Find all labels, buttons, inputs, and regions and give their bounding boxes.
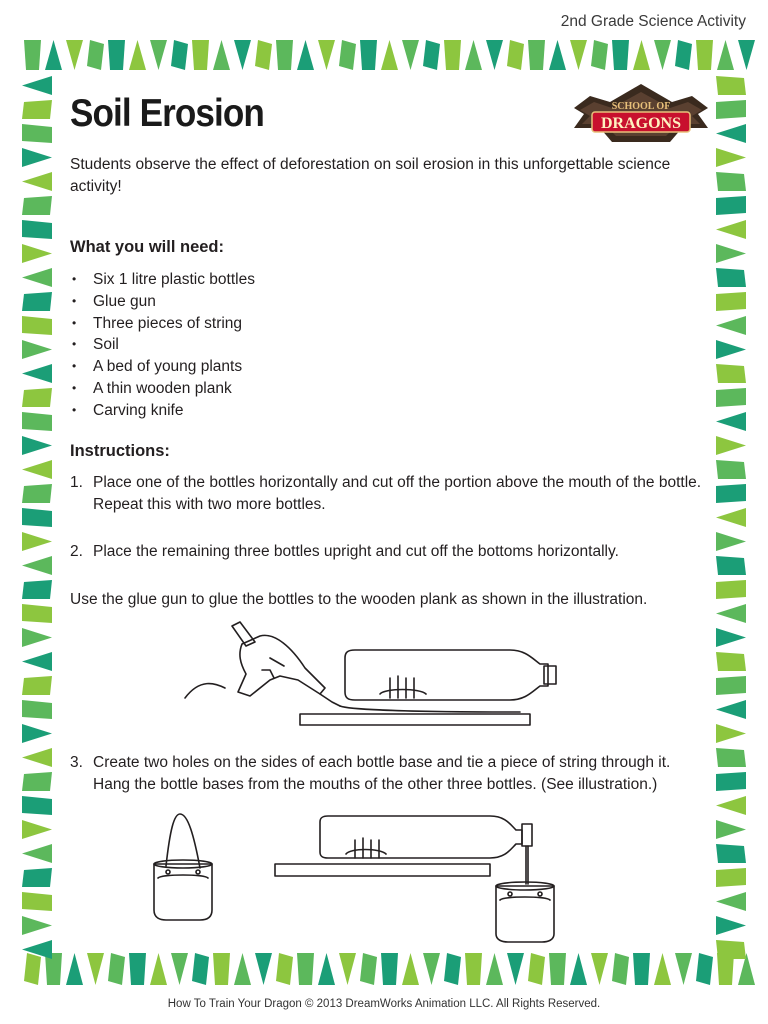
leaf-shape xyxy=(549,953,566,985)
leaf-shape xyxy=(381,953,398,985)
wooden-plank xyxy=(275,864,490,876)
leaf-shape xyxy=(716,220,746,239)
leaf-shape xyxy=(297,40,314,70)
leaf-shape xyxy=(716,700,746,719)
leaf-shape xyxy=(22,580,52,599)
leaf-shape xyxy=(738,40,755,70)
leaf-shape xyxy=(528,40,545,70)
leaf-shape xyxy=(22,412,52,431)
leaf-shape xyxy=(423,40,440,70)
leaf-shape xyxy=(716,244,746,263)
leaf-shape xyxy=(22,244,52,263)
leaf-shape xyxy=(528,953,545,985)
hanging-bottles-illustration xyxy=(150,810,570,950)
leaf-shape xyxy=(486,953,503,985)
step-text: Place one of the bottles horizontally and cut off the portion above the mouth of the bottle. Repeat this with two more bottles. xyxy=(93,474,702,513)
leaf-shape xyxy=(22,676,52,695)
leaf-shape xyxy=(716,724,746,743)
leaf-shape xyxy=(716,100,746,119)
leaf-shape xyxy=(213,953,230,985)
leaf-shape xyxy=(402,953,419,985)
leaf-shape xyxy=(549,40,566,70)
leaf-shape xyxy=(507,40,524,70)
list-item: • Six 1 litre plastic bottles xyxy=(70,269,255,291)
leaf-shape xyxy=(22,700,52,719)
leaf-shape xyxy=(339,40,356,70)
leaf-shape xyxy=(22,772,52,791)
list-item: • A bed of young plants xyxy=(70,356,255,378)
leaf-shape xyxy=(22,892,52,911)
leaf-shape xyxy=(570,953,587,985)
leaf-shape xyxy=(591,40,608,70)
leaf-shape xyxy=(129,40,146,70)
leaf-shape xyxy=(716,652,746,671)
leaf-shape xyxy=(66,953,83,985)
leaf-shape xyxy=(22,268,52,287)
leaf-shape xyxy=(570,40,587,70)
leaf-shape xyxy=(22,340,52,359)
leaf-shape xyxy=(276,40,293,70)
leaf-shape xyxy=(255,953,272,985)
leaf-shape xyxy=(22,124,52,143)
leaf-shape xyxy=(234,953,251,985)
leaf-shape xyxy=(716,436,746,455)
intro-text: Students observe the effect of deforestation on soil erosion in this unforgettable science activity! xyxy=(70,156,671,195)
content xyxy=(70,154,710,793)
leaf-shape xyxy=(150,40,167,70)
leaf-shape xyxy=(716,580,746,599)
leaf-shape xyxy=(465,953,482,985)
leaf-shape xyxy=(22,796,52,815)
leaf-shape xyxy=(716,340,746,359)
svg-text:DRAGONS: DRAGONS xyxy=(600,115,682,132)
leaf-shape xyxy=(360,953,377,985)
leaf-shape xyxy=(612,40,629,70)
leaf-shape xyxy=(276,953,293,985)
leaf-shape xyxy=(716,604,746,623)
leaf-shape xyxy=(45,40,62,70)
leaf-shape xyxy=(716,364,746,383)
leaf-shape xyxy=(213,40,230,70)
leaf-shape xyxy=(255,40,272,70)
list-item: • A thin wooden plank xyxy=(70,378,255,400)
leaf-shape xyxy=(716,508,746,527)
glue-note: Use the glue gun to glue the bottles to the wooden plank as shown in the illustration. xyxy=(70,591,648,608)
leaf-shape xyxy=(22,484,52,503)
leaf-shape xyxy=(22,652,52,671)
leaf-shape xyxy=(22,628,52,647)
leaf-shape xyxy=(87,40,104,70)
leaf-shape xyxy=(633,953,650,985)
materials-heading: What you will need: xyxy=(70,238,225,256)
leaf-shape xyxy=(716,76,746,95)
page-title: Soil Erosion xyxy=(70,92,264,135)
leaf-shape xyxy=(87,953,104,985)
leaf-shape xyxy=(381,40,398,70)
leaf-shape xyxy=(360,40,377,70)
leaf-shape xyxy=(129,953,146,985)
leaf-shape xyxy=(675,40,692,70)
leaf-shape xyxy=(22,604,52,623)
leaf-shape xyxy=(716,124,746,143)
leaf-shape xyxy=(22,844,52,863)
leaf-shape xyxy=(24,953,41,985)
leaf-shape xyxy=(633,40,650,70)
leaf-shape xyxy=(716,892,746,911)
leaf-shape xyxy=(171,40,188,70)
leaf-shape xyxy=(716,772,746,791)
leaf-shape xyxy=(22,748,52,767)
leaf-shape xyxy=(716,172,746,191)
leaf-shape xyxy=(22,172,52,191)
leaf-shape xyxy=(716,628,746,647)
bottle-icon xyxy=(345,650,556,700)
leaf-shape xyxy=(22,76,52,95)
leaf-shape xyxy=(234,40,251,70)
svg-text:SCHOOL OF: SCHOOL OF xyxy=(611,101,671,112)
leaf-shape xyxy=(716,484,746,503)
leaf-shape xyxy=(45,953,62,985)
leaf-shape xyxy=(297,953,314,985)
instruction-step-1 xyxy=(70,472,710,515)
step-number: 3. xyxy=(70,754,83,771)
list-item: • Glue gun xyxy=(70,291,255,313)
instruction-step-3 xyxy=(70,752,710,795)
leaf-shape xyxy=(22,508,52,527)
leaf-shape xyxy=(654,40,671,70)
list-item: • Soil xyxy=(70,334,255,356)
list-item: • Carving knife xyxy=(70,400,255,422)
leaf-shape xyxy=(716,388,746,407)
leaf-shape xyxy=(716,316,746,335)
leaf-shape xyxy=(339,953,356,985)
materials-list xyxy=(70,269,255,422)
leaf-shape xyxy=(675,953,692,985)
leaf-shape xyxy=(22,316,52,335)
leaf-shape xyxy=(192,953,209,985)
leaf-shape xyxy=(150,953,167,985)
leaf-shape xyxy=(22,532,52,551)
leaf-shape xyxy=(22,388,52,407)
wooden-plank xyxy=(300,714,530,725)
bottle-base-icon xyxy=(496,882,554,942)
leaf-shape xyxy=(716,676,746,695)
leaf-shape xyxy=(465,40,482,70)
leaf-shape xyxy=(444,40,461,70)
grade-label: 2nd Grade Science Activity xyxy=(560,13,746,30)
leaf-shape xyxy=(22,292,52,311)
bottle-base-icon xyxy=(154,814,212,920)
leaf-shape xyxy=(108,40,125,70)
leaf-shape xyxy=(423,953,440,985)
leaf-shape xyxy=(716,268,746,287)
leaf-shape xyxy=(716,868,746,887)
leaf-shape xyxy=(171,953,188,985)
leaf-shape xyxy=(192,40,209,70)
leaf-shape xyxy=(716,748,746,767)
leaf-shape xyxy=(716,916,746,935)
leaf-shape xyxy=(22,100,52,119)
leaf-shape xyxy=(716,196,746,215)
leaf-shape xyxy=(22,916,52,935)
leaf-shape xyxy=(22,724,52,743)
school-of-dragons-logo xyxy=(570,78,712,146)
glue-gun-icon xyxy=(185,622,520,712)
leaf-shape xyxy=(318,40,335,70)
leaf-shape xyxy=(108,953,125,985)
instructions-heading: Instructions: xyxy=(70,442,170,460)
glue-gun-illustration xyxy=(180,618,580,733)
leaf-shape xyxy=(22,820,52,839)
leaf-shape xyxy=(402,40,419,70)
leaf-shape xyxy=(716,532,746,551)
leaf-shape xyxy=(22,868,52,887)
list-item: • Three pieces of string xyxy=(70,313,255,335)
leaf-shape xyxy=(22,196,52,215)
leaf-shape xyxy=(507,953,524,985)
leaf-shape xyxy=(716,292,746,311)
leaf-shape xyxy=(486,40,503,70)
leaf-shape xyxy=(716,796,746,815)
leaf-shape xyxy=(716,556,746,575)
leaf-shape xyxy=(22,460,52,479)
leaf-shape xyxy=(696,40,713,70)
leaf-shape xyxy=(716,460,746,479)
leaf-shape xyxy=(22,220,52,239)
leaf-shape xyxy=(318,953,335,985)
instruction-step-2 xyxy=(70,541,710,563)
step-text: Place the remaining three bottles upright and cut off the bottoms horizontally. xyxy=(93,543,619,560)
leaf-shape xyxy=(717,40,734,70)
step-number: 2. xyxy=(70,543,83,560)
step-text: Create two holes on the sides of each bottle base and tie a piece of string through it. Hang the bottle bases from the mouths of the other three bottles. (See illustration.) xyxy=(93,754,671,793)
leaf-shape xyxy=(716,412,746,431)
leaf-shape xyxy=(591,953,608,985)
leaf-shape xyxy=(66,40,83,70)
leaf-shape xyxy=(22,556,52,575)
leaf-shape xyxy=(444,953,461,985)
copyright-footer: How To Train Your Dragon © 2013 DreamWorks Animation LLC. All Rights Reserved. xyxy=(167,998,601,1010)
leaf-shape xyxy=(24,40,41,70)
leaf-shape xyxy=(696,953,713,985)
leaf-shape xyxy=(716,844,746,863)
leaf-shape xyxy=(716,940,746,959)
leaf-shape xyxy=(612,953,629,985)
leaf-shape xyxy=(22,436,52,455)
leaf-shape xyxy=(716,148,746,167)
leaf-shape xyxy=(716,820,746,839)
leaf-shape xyxy=(22,148,52,167)
step-number: 1. xyxy=(70,474,83,491)
leaf-shape xyxy=(654,953,671,985)
leaf-shape xyxy=(22,364,52,383)
